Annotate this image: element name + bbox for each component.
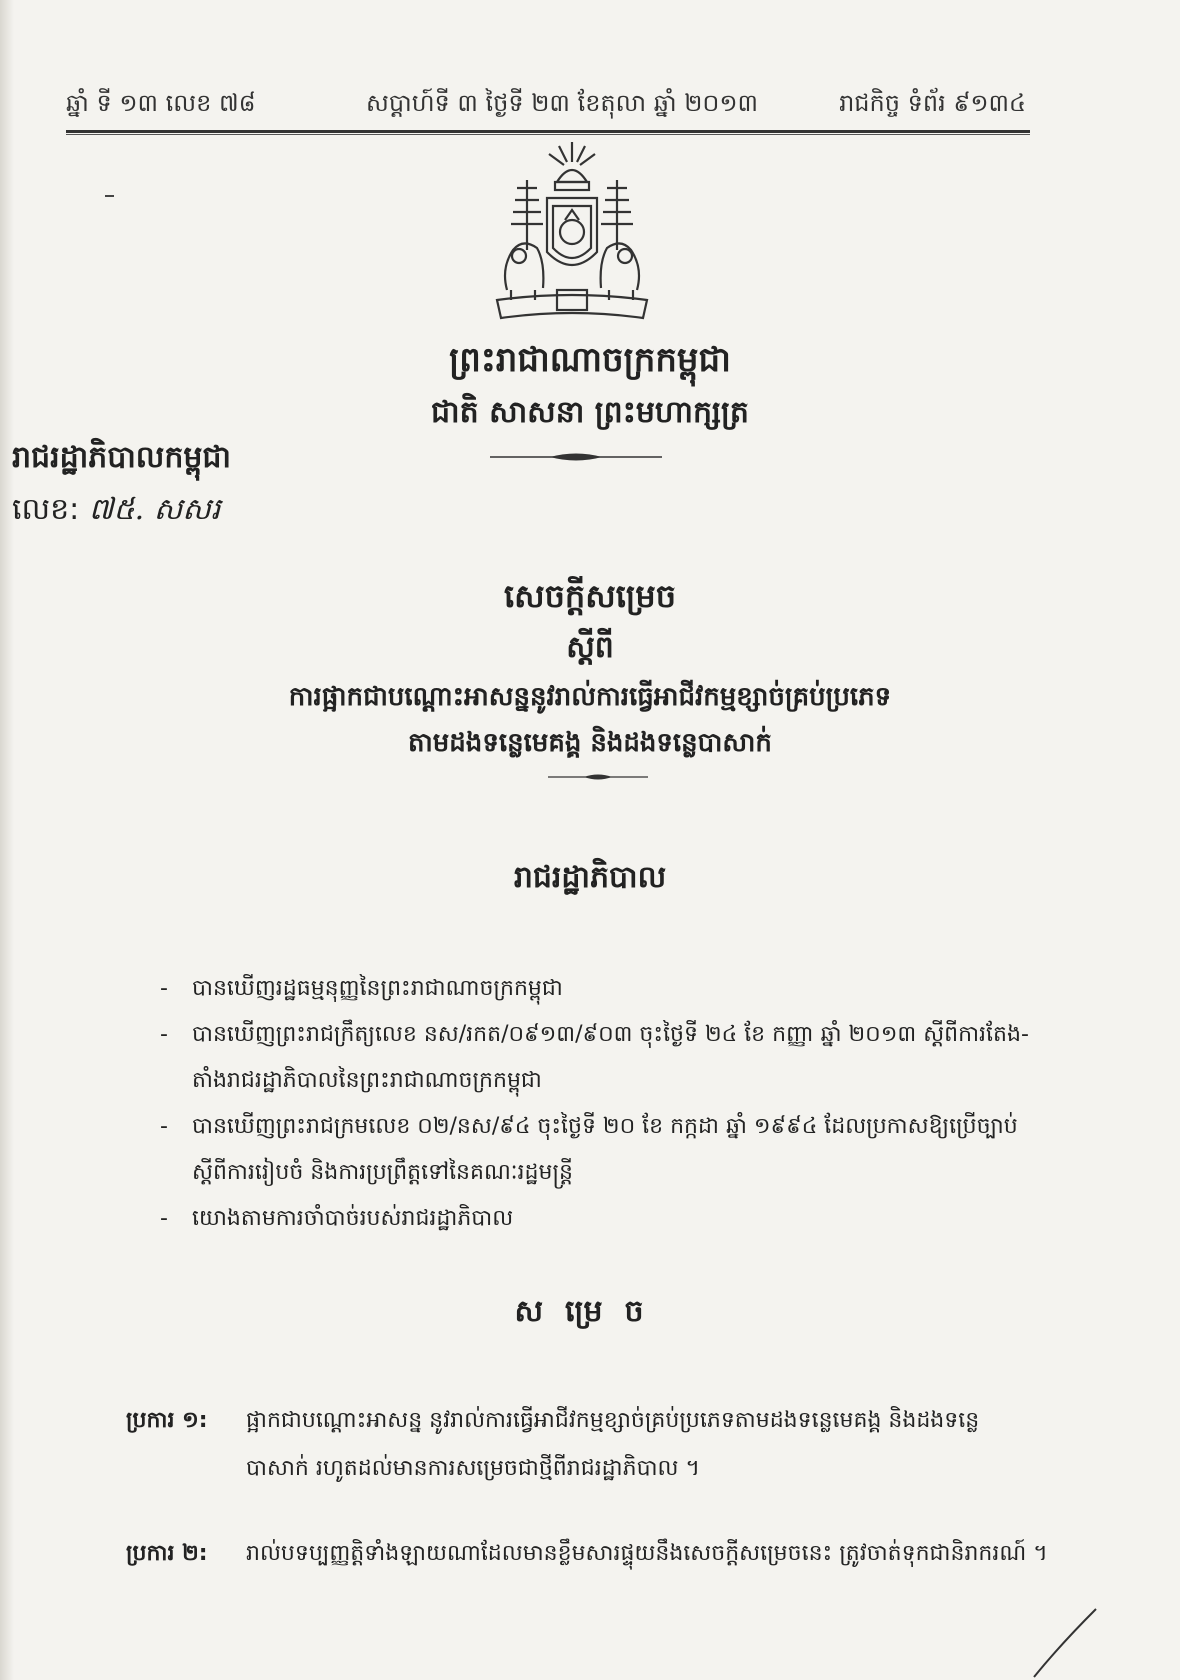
- article-text-line: រាល់បទប្បញ្ញត្តិទាំងឡាយណាដែលមានខ្លឹមសារផ្ទុយនឹងសេចក្ដីសម្រេចនេះ ត្រូវចាត់ទុកជានិរាករណ៍ ។: [246, 1541, 1048, 1566]
- document-type: សេចក្ដីសម្រេច: [503, 577, 677, 615]
- article-2: [126, 1530, 1056, 1578]
- document-subject-line2: តាមដងទន្លេមេគង្គ និងដងទន្លេបាសាក់: [408, 728, 772, 758]
- issuer-name: រាជរដ្ឋាភិបាលកម្ពុជា: [12, 440, 231, 475]
- article-text-line: ផ្អាកជាបណ្ដោះអាសន្ន នូវរាល់ការធ្វើអាជីវកម្មខ្សាច់គ្រប់ប្រភេទតាមដងទន្លេមេគង្គ និងដងទន្លេ: [246, 1408, 980, 1433]
- gazette-page-number: រាជកិច្ច ទំព័រ ៩១៣៤: [839, 89, 1026, 117]
- issuing-authority: រាជរដ្ឋាភិបាល: [513, 860, 667, 895]
- gazette-date: សប្ដាហ៍ទី ៣ ថ្ងៃទី ២៣ ខែតុលា ឆ្នាំ ២០១៣: [366, 89, 759, 117]
- gazette-header: [66, 88, 1026, 128]
- ornament-divider-small-icon: [548, 770, 648, 784]
- reference-handwritten: ៧៥. សសរ: [88, 492, 221, 527]
- reference-item: - យោងតាមការចាំបាច់របស់រាជរដ្ឋាភិបាល: [160, 1206, 514, 1231]
- reference-label: លេខ:: [12, 492, 80, 527]
- article-label: ប្រការ ២:: [126, 1541, 208, 1566]
- reference-item: - បានឃើញរដ្ឋធម្មនុញ្ញនៃព្រះរាជាណាចក្រកម្ពុជា: [160, 976, 563, 1001]
- reference-item: - បានឃើញព្រះរាជក្រមលេខ ០២/នស/៩៤ ចុះថ្ងៃទី ២០ ខែ កក្កដា ឆ្នាំ ១៩៩៤ ដែលប្រកាសឱ្យប្រើច្បាប់ ស្ដីពីការរៀបចំ និងការប្រព្រឹត្តទៅនៃគណៈរដ្ឋមន្ត្រី: [160, 1114, 1018, 1185]
- legal-references: [160, 966, 1060, 1242]
- ornament-divider-icon: [490, 450, 662, 464]
- reference-item: - បានឃើញព្រះរាជក្រឹត្យលេខ នស/រកត/០៩១៣/៩០៣ ចុះថ្ងៃទី ២៤ ខែ កញ្ញា ឆ្នាំ ២០១៣ ស្ដីពីការតែង- តាំងរាជរដ្ឋាភិបាលនៃព្រះរាជាណាចក្រកម្ពុជា: [160, 1022, 1029, 1093]
- article-label: ប្រការ ១:: [126, 1408, 208, 1433]
- gazette-issue: ឆ្នាំ ទី ១៣ លេខ ៧៨: [66, 89, 256, 117]
- signature-stroke-icon: [1030, 1605, 1100, 1680]
- scan-edge-shadow: [0, 0, 14, 1680]
- reference-number: [12, 490, 220, 534]
- kingdom-name: ព្រះរាជាណាចក្រកម្ពុជា: [449, 340, 731, 380]
- decides-heading: សម្រេច: [514, 1294, 666, 1329]
- article-text-line: បាសាក់ រហូតដល់មានការសម្រេចជាថ្មីពីរាជរដ្ឋាភិបាល ។: [246, 1456, 700, 1481]
- header-rule-thin: [66, 134, 1030, 135]
- document-about: ស្ដីពី: [566, 630, 614, 665]
- article-1: [126, 1397, 1056, 1493]
- national-motto: ជាតិ សាសនា ព្រះមហាក្សត្រ: [431, 395, 749, 430]
- royal-coat-of-arms-icon: [487, 140, 657, 325]
- header-rule: [66, 130, 1030, 133]
- scan-mark: [105, 195, 114, 197]
- document-subject-line1: ការផ្អាកជាបណ្ដោះអាសន្ននូវរាល់ការធ្វើអាជីវកម្មខ្សាច់គ្រប់ប្រភេទ: [288, 682, 892, 712]
